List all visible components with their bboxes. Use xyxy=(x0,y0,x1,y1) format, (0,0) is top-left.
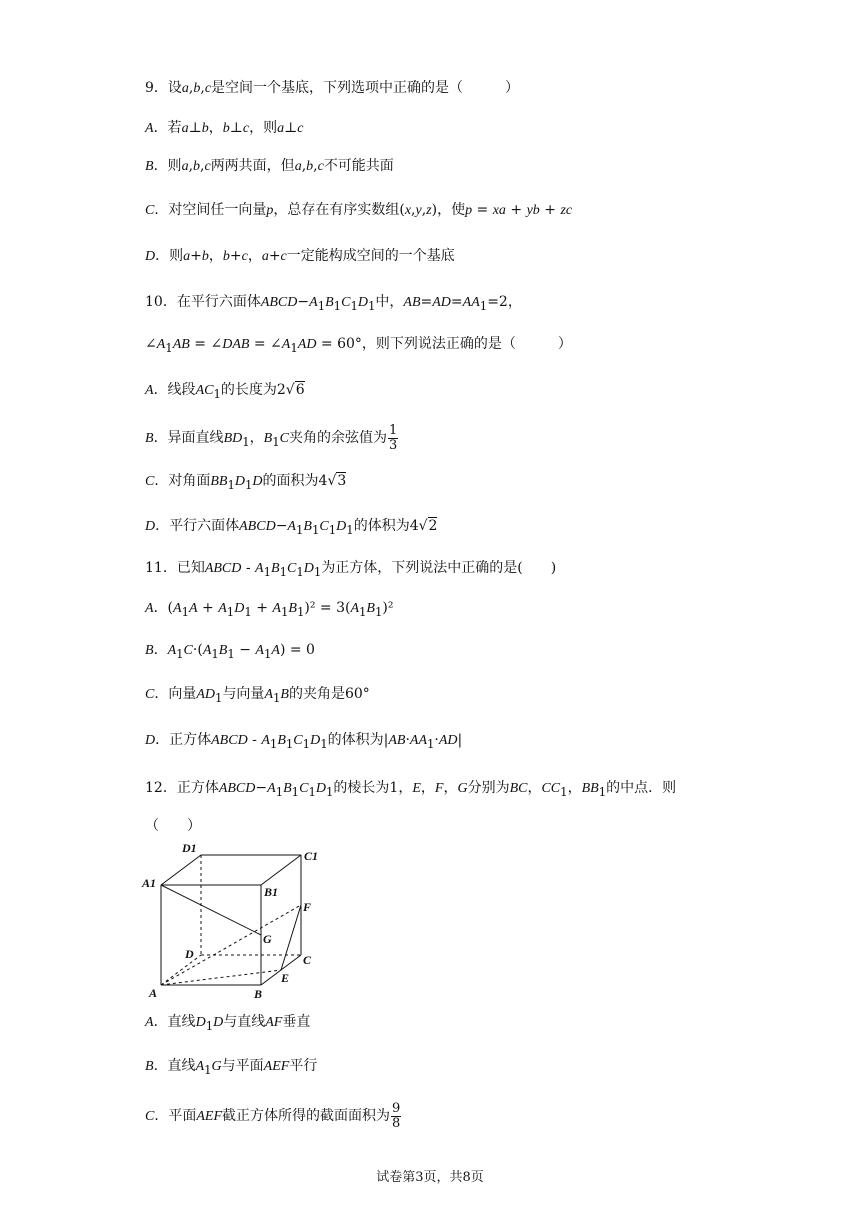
q12-option-b-text: B．直线$A_1G$与平面AEF平行 xyxy=(145,1058,318,1077)
q10-stem1-text: 10．在平行六面体$ABCD-A_1B_1C_1D_1$中，$AB=AD=AA_1=2$， xyxy=(145,294,522,313)
question-9-option-c xyxy=(145,202,572,220)
q9-option-b-text: B．则a,b,c两两共面，但a,b,c不可能共面 xyxy=(145,158,394,174)
q10-option-c-text: C．对角面$BB_1D_1D$的面积为4√3 xyxy=(145,473,347,492)
label-A1: A1 xyxy=(142,876,157,890)
q11-option-a-text: A．$(A_1A + A_1D_1 + A_1B_1)^2 = 3(A_1B_1)^2$ xyxy=(145,600,394,619)
question-12-option-a xyxy=(145,1014,310,1033)
question-9-option-b xyxy=(145,158,394,176)
q9-option-d-text: D．则a+b，b+c，a+c一定能构成空间的一个基底 xyxy=(145,248,455,264)
q11-option-d-text: D．正方体ABCD - $A_1B_1C_1D_1$的体积为$|AB\cdot AA_1\cdot AD|$ xyxy=(145,732,463,751)
q11-option-c-text: C．向量$AD_1$与向量$A_1B$的夹角是60° xyxy=(145,686,370,705)
question-12-stem-line2 xyxy=(145,818,201,835)
question-11-option-d xyxy=(145,732,462,751)
q9-option-c-text: C．对空间任一向量p，总存在有序实数组(x,y,z)，使p = xa + yb + zc xyxy=(145,202,573,218)
q10-stem2-text: $\angle A_1AB$ = ∠DAB = $\angle A_1AD = 60^\circ$，则下列说法正确的是（ ） xyxy=(145,336,572,355)
q11-option-b-text: B．$A_1C\cdot(A_1B_1 - A_1A) = 0$ xyxy=(145,642,315,661)
question-9-stem xyxy=(145,80,519,98)
label-F: F xyxy=(303,900,312,914)
q12-option-a-text: A．直线$D_1D$与直线AF垂直 xyxy=(145,1014,311,1033)
question-9-option-a xyxy=(145,120,304,138)
q10-option-b-text: B．异面直线$BD_1$，$B_1C$夹角的余弦值为 $\frac{1}{3}$ xyxy=(145,423,398,453)
label-D1: D1 xyxy=(182,841,197,855)
q9-option-a-text: A．若a⊥b，b⊥c，则a⊥c xyxy=(145,120,304,136)
label-B: B xyxy=(254,987,263,1001)
label-C1: C1 xyxy=(304,849,319,863)
question-10-option-c xyxy=(145,473,346,492)
label-E: E xyxy=(281,971,290,985)
question-12-option-b xyxy=(145,1058,317,1077)
label-B1: B1 xyxy=(264,885,279,899)
question-12-option-c xyxy=(145,1102,402,1130)
q12-stem2-text: （ ） xyxy=(145,818,201,834)
question-11-stem xyxy=(145,560,556,579)
question-11-option-b xyxy=(145,642,315,661)
question-9-option-d xyxy=(145,248,455,266)
question-12-stem-line1 xyxy=(145,780,676,799)
q10-option-a-text: A．线段$AC_1$的长度为2√6 xyxy=(145,382,305,401)
question-10-stem-line2 xyxy=(145,336,572,355)
q10-option-d-text: D．平行六面体$ABCD-A_1B_1C_1D_1$的体积为4√2 xyxy=(145,518,438,537)
question-11-option-a xyxy=(145,600,393,619)
question-10-stem-line1 xyxy=(145,294,522,313)
label-G: G xyxy=(263,932,272,946)
cube-figure xyxy=(140,840,340,1005)
label-A: A xyxy=(149,986,158,1000)
q12-option-c-text: C．平面AEF截正方体所得的截面面积为 $\frac{9}{8}$ xyxy=(145,1101,401,1131)
label-D: D xyxy=(185,947,194,961)
label-C: C xyxy=(303,953,312,967)
q11-stem-text: 11．已知ABCD - $A_1B_1C_1D_1$为正方体，下列说法中正确的是( ) xyxy=(145,560,557,579)
question-11-option-c xyxy=(145,686,370,705)
q12-stem1-text: 12．正方体$ABCD-A_1B_1C_1D_1$的棱长为1，E，F，G分别为BC，$CC_1$，$BB_1$的中点．则 xyxy=(145,780,677,799)
page-footer: 试卷第3页，共8页 xyxy=(376,1170,484,1185)
question-10-option-b xyxy=(145,424,399,452)
q9-stem-text: 9．设a,b,c是空间一个基底，下列选项中正确的是（ ） xyxy=(145,80,520,96)
question-10-option-a xyxy=(145,382,305,401)
question-10-option-d xyxy=(145,518,437,537)
